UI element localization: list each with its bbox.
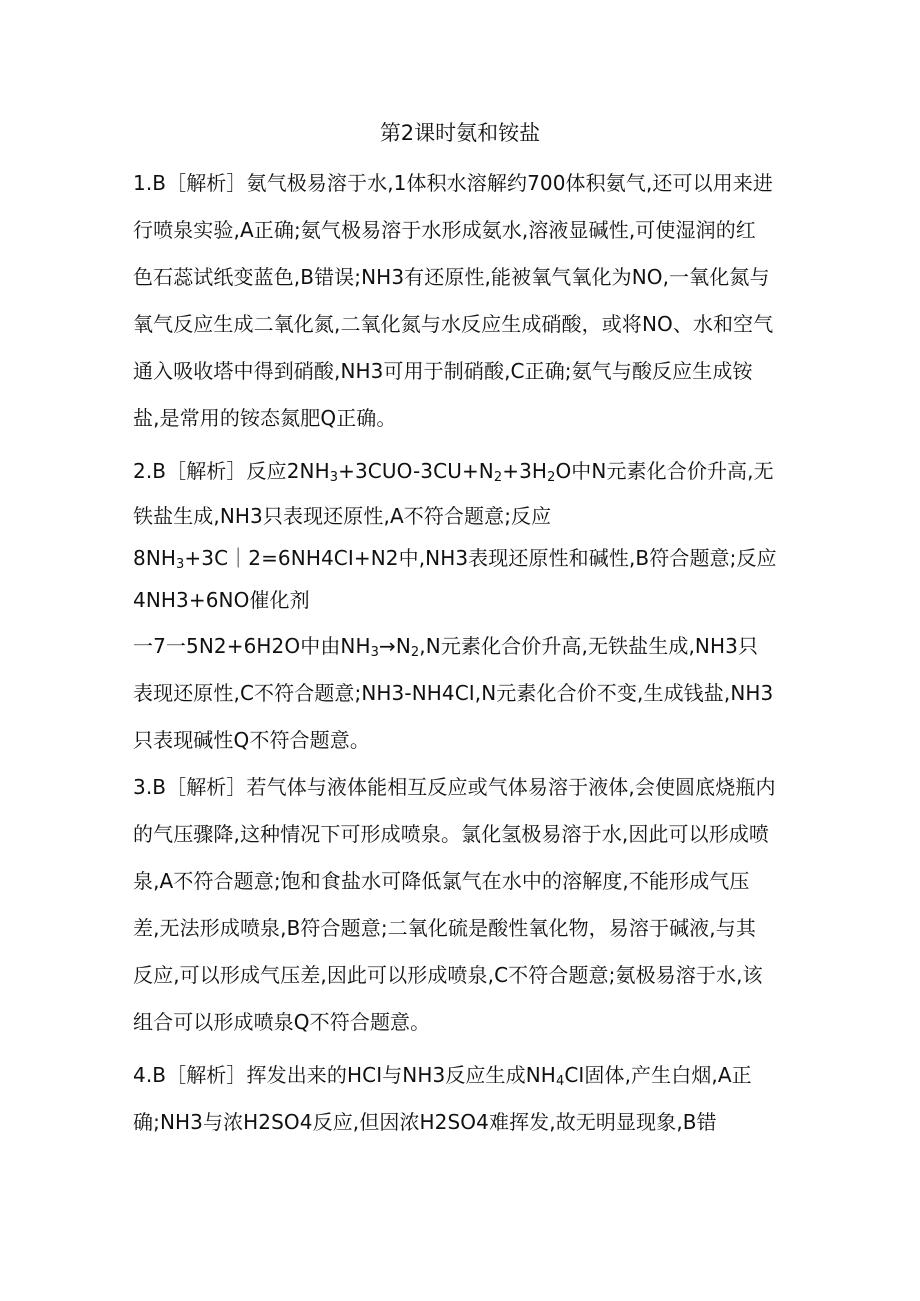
answer-1-line-4: 氧气反应生成二氧化氮,二氧化氮与水反应生成硝酸，或将NO、水和空气 bbox=[133, 312, 774, 336]
answer-2-line-5: 一7一5N2+6H2O中由$NH_3\to N_2,N$元素化合价升高,无铁盐生成,NH3只 bbox=[133, 634, 759, 660]
answer-3-line-5: 反应,可以形成气压差,因此可以形成喷泉,C不符合题意;氨极易溶于水,该 bbox=[133, 963, 763, 987]
answer-2-line-2: 铁盐生成,NH3只表现还原性,A不符合题意;反应 bbox=[133, 504, 552, 528]
answer-2-line-6: 表现还原性,C不符合题意;NH3-NH4CI,N元素化合价不变,生成钱盐,NH3 bbox=[133, 681, 774, 705]
answer-1-line-3: 色石蕊试纸变蓝色,B错误;NH3有还原性,能被氧气氧化为NO,一氧化氮与 bbox=[133, 265, 770, 289]
answer-2-line-3: $8NH_3+3C|2=6NH4CI+N2$中,NH3表现还原性和碱性,B符合题意;反应 bbox=[133, 546, 777, 572]
answer-2-line-1: 2.B［解析］反应$2NH_3+3CUO-3CU+N_2+3H_2O$中N元素化合价升高,无 bbox=[133, 459, 774, 485]
answer-3-line-1: 3.B［解析］若气体与液体能相互反应或气体易溶于液体,会使圆底烧瓶内 bbox=[133, 775, 776, 799]
answer-3-line-6: 组合可以形成喷泉Q不符合题意。 bbox=[133, 1010, 431, 1034]
answer-1-line-5: 通入吸收塔中得到硝酸,NH3可用于制硝酸,C正确;氨气与酸反应生成铵 bbox=[133, 359, 753, 383]
answer-3-line-3: 泉,A不符合题意;饱和食盐水可降低氯气在水中的溶解度,不能形成气压 bbox=[133, 869, 750, 893]
answer-2-line-4: 4NH3+6NO催化剂 bbox=[133, 588, 310, 612]
answer-4-line-2: 确;NH3与浓H2SO4反应,但因浓H2SO4难挥发,故无明显现象,B错 bbox=[133, 1110, 717, 1134]
answer-1-line-6: 盐,是常用的铵态氮肥Q正确。 bbox=[133, 406, 397, 430]
answer-1-line-1: 1.B［解析］氨气极易溶于水,1体积水溶解约700体积氨气,还可以用来进 bbox=[133, 171, 774, 195]
page-title: 第2课时氨和铵盐 bbox=[379, 121, 541, 145]
answer-1-line-2: 行喷泉实验,A正确;氨气极易溶于水形成氨水,溶液显碱性,可使湿润的红 bbox=[133, 218, 756, 242]
answer-4-line-1: 4.B［解析］挥发出来的HCI与NH3反应生成$NH_4CI$固体,产生白烟,A正 bbox=[133, 1063, 752, 1089]
answer-3-line-4: 差,无法形成喷泉,B符合题意;二氧化硫是酸性氧化物，易溶于碱液,与其 bbox=[133, 916, 756, 940]
answer-2-line-7: 只表现碱性Q不符合题意。 bbox=[133, 728, 370, 752]
answer-3-line-2: 的气压骤降,这种情况下可形成喷泉。氯化氢极易溶于水,因此可以形成喷 bbox=[133, 822, 770, 846]
